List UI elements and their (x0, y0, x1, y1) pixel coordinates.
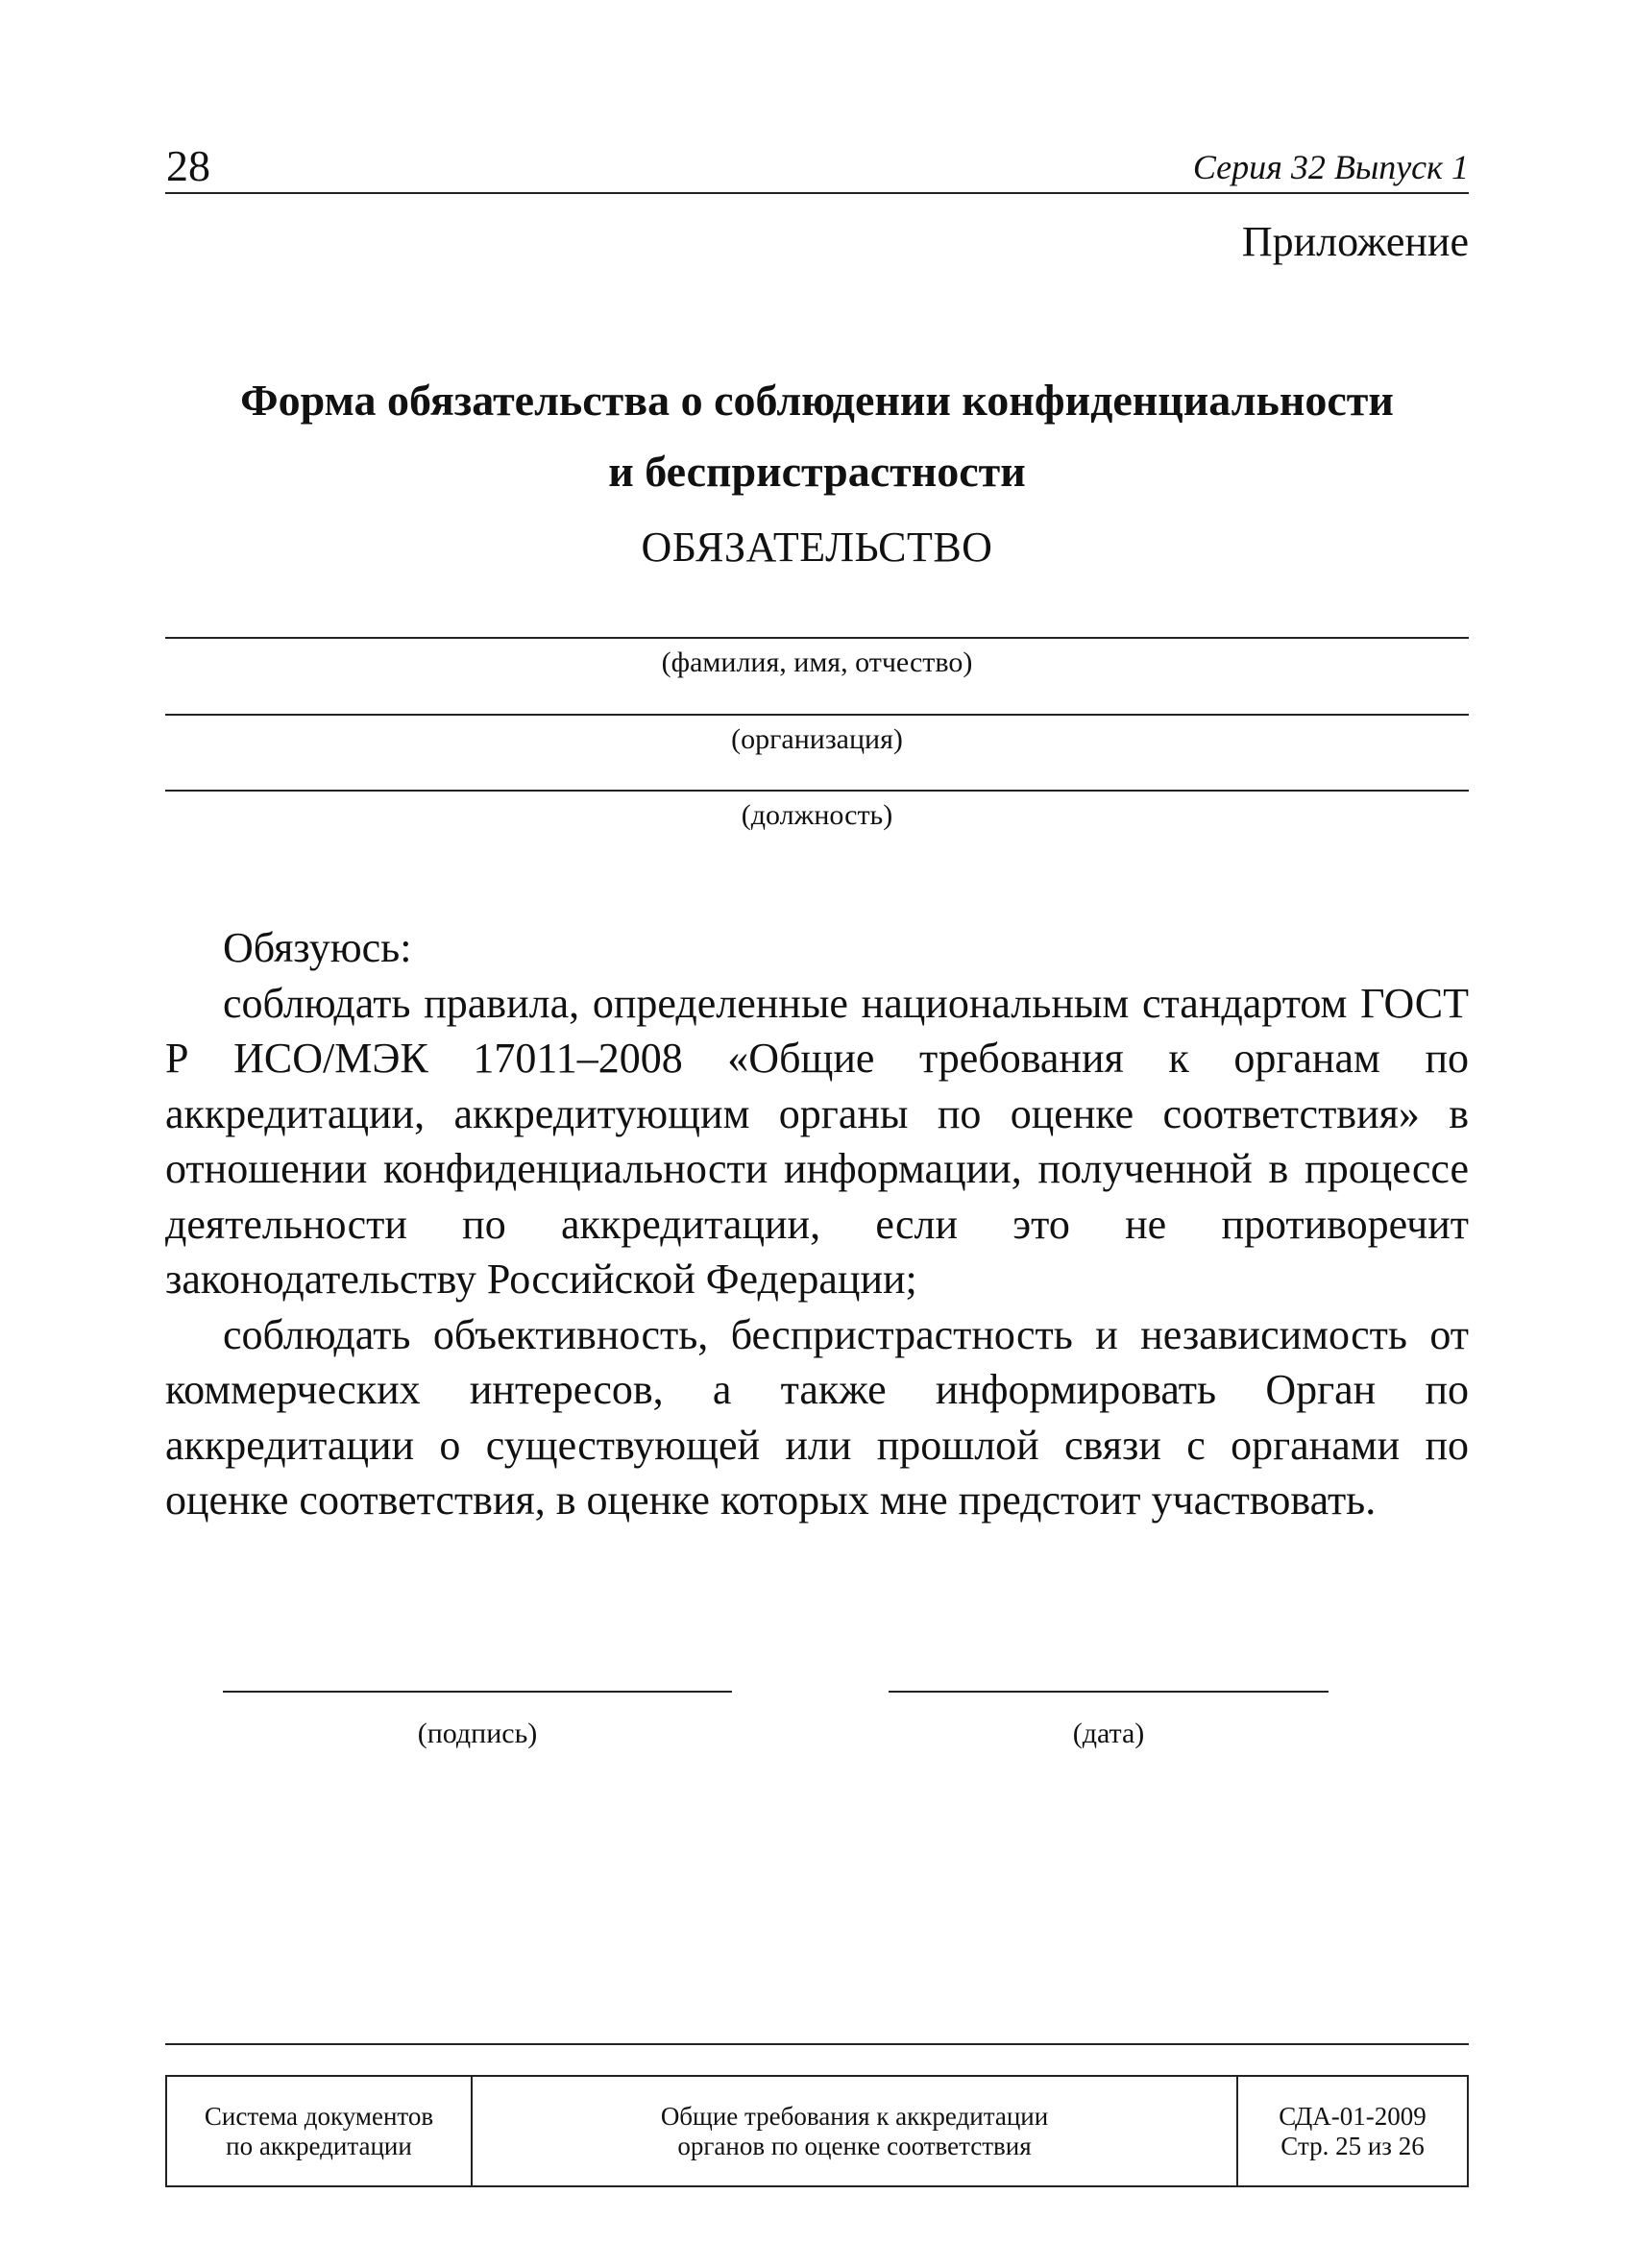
obligation-intro: Обязуюсь: (223, 924, 412, 971)
signature-line (223, 1691, 732, 1693)
obligation-heading: ОБЯЗАТЕЛЬСТВО (641, 524, 993, 571)
full-name-caption: (фамилия, имя, отчество) (661, 646, 973, 678)
footer-doc-code: СДА-01-2009 (1279, 2101, 1427, 2131)
footer-center-cell (473, 2077, 1238, 2185)
obligation-body (165, 920, 1469, 1528)
footer-table (165, 2075, 1469, 2187)
series-label: Серия 32 Выпуск 1 (1192, 148, 1469, 186)
header-rule (165, 192, 1469, 194)
footer-rule (165, 2043, 1469, 2045)
footer-center-line-2: органов по оценке соответствия (677, 2131, 1032, 2160)
obligation-paragraph-1: соблюдать правила, определенные национальным стандартом ГОСТ Р ИСО/МЭК 17011–2008 «Общие требования к органам по аккредитации, аккредитующим органы по оценке соответствия» в отношении конфиденциальности информации, полученной в процессе деятельности по аккредитации, если это не противоречит законодательству Российской Федерации; (165, 979, 1469, 1303)
footer-right-cell (1238, 2077, 1467, 2185)
footer-left-line-1: Система документов (204, 2101, 434, 2131)
position-caption: (должность) (741, 799, 893, 831)
full-name-line (165, 637, 1469, 639)
footer-left-cell (167, 2077, 473, 2185)
organization-caption: (организация) (731, 723, 903, 755)
date-line (889, 1691, 1329, 1693)
signature-caption: (подпись) (417, 1718, 538, 1749)
appendix-label: Приложение (1241, 218, 1469, 265)
footer-center-line-1: Общие требования к аккредитации (660, 2101, 1049, 2131)
organization-line (165, 714, 1469, 716)
position-line (165, 790, 1469, 792)
date-caption: (дата) (1072, 1718, 1145, 1749)
footer-left-line-2: по аккредитации (226, 2131, 412, 2160)
form-title-line-2: и беспристрастности (608, 447, 1026, 496)
page-number: 28 (166, 141, 210, 190)
obligation-paragraph-2: соблюдать объективность, беспристрастность и независимость от коммерческих интересов, а также информировать Орган по аккредитации о существующей или прошлой связи с органами по оценке соответствия, в оценке которых мне предстоит участвовать. (165, 1310, 1469, 1524)
form-title (165, 365, 1469, 507)
form-title-line-1: Форма обязательства о соблюдении конфиденциальности (240, 376, 1394, 425)
footer-page-count: Стр. 25 из 26 (1280, 2131, 1425, 2160)
